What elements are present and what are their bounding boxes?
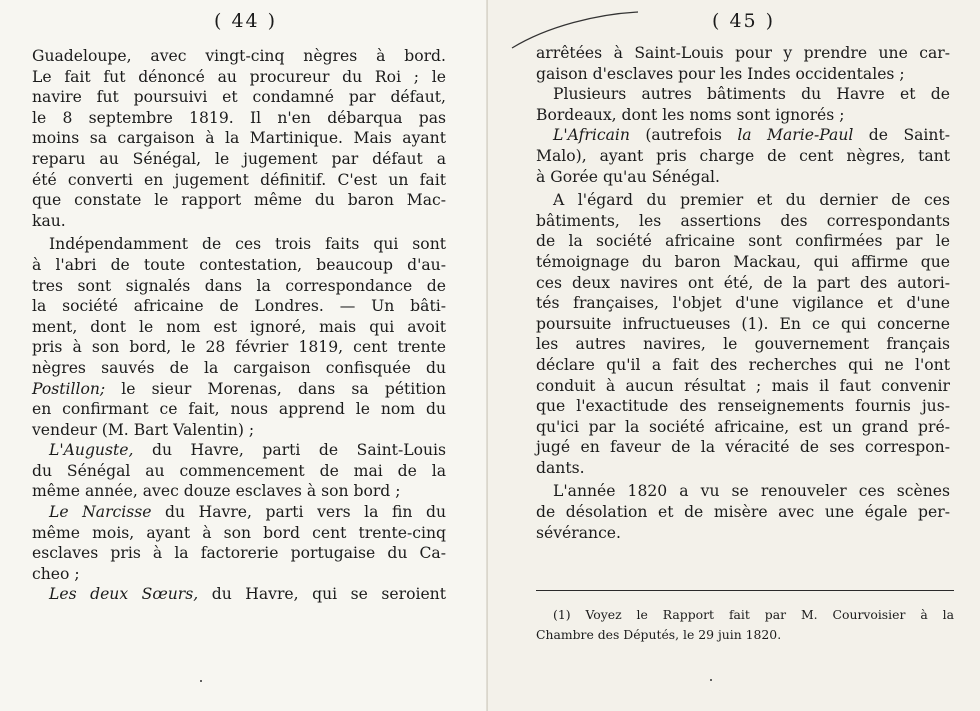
text-line: à l'abri de toute contestation, beaucoup d'au- — [32, 255, 446, 274]
text-line: Bordeaux, dont les noms sont ignorés ; — [536, 105, 845, 124]
footnote-line: Chambre des Députés, le 29 juin 1820. — [536, 627, 782, 642]
text-line: Le fait fut dénoncé au procureur du Roi ; le — [32, 67, 446, 86]
right-page — [488, 0, 980, 711]
text-line: A l'égard du premier et du dernier de ces — [553, 191, 950, 210]
text-line: L'Africain (autrefois la Marie-Paul de Saint- — [553, 126, 950, 145]
text-line: même mois, ayant à son bord cent trente-cinq — [32, 523, 446, 542]
footnote-rule — [536, 590, 954, 591]
left-page-number: ( 44 ) — [214, 10, 278, 32]
text-line: sévérance. — [536, 523, 621, 542]
text-line: Guadeloupe, avec vingt-cinq nègres à bord. — [32, 47, 446, 65]
text-line: reparu au Sénégal, le jugement par défaut a — [32, 149, 446, 168]
text-line: nègres sauvés de la cargaison confisquée du — [32, 358, 446, 377]
text-line: de la société africaine sont confirmées par le — [536, 232, 950, 251]
text-line: Postillon; le sieur Morenas, dans sa pétition — [32, 379, 446, 398]
text-line: déclare qu'il a fait des recherches qui ne l'ont — [536, 355, 950, 374]
text-line: en confirmant ce fait, nous apprend le nom du — [32, 400, 446, 419]
text-line: Indépendamment de ces trois faits qui sont — [49, 235, 446, 254]
text-line: ces deux navires ont été, de la part des autori- — [536, 273, 950, 292]
text-line: bâtiments, les assertions des correspondants — [536, 211, 950, 230]
text-line: que constate le rapport même du baron Mac- — [32, 191, 446, 210]
text-line: esclaves pris à la factorerie portugaise du Ca- — [32, 544, 446, 563]
footnote — [536, 605, 954, 645]
text-line: le 8 septembre 1819. Il n'en débarqua pas — [32, 108, 446, 127]
text-line: Malo), ayant pris charge de cent nègres, tant — [536, 146, 950, 165]
text-line: que l'exactitude des renseignements fournis jus- — [536, 397, 950, 416]
right-page-number: ( 45 ) — [712, 10, 776, 32]
text-line: kau. — [32, 211, 66, 230]
text-line: ment, dont le nom est ignoré, mais qui avoit — [32, 317, 446, 336]
text-line: poursuite infructueuses (1). En ce qui concerne — [536, 314, 950, 333]
text-line: navire fut poursuivi et condamné par défaut, — [32, 88, 446, 107]
text-line: tres sont signalés dans la correspondance de — [32, 276, 446, 295]
text-line: dants. — [536, 458, 585, 477]
text-line: L'Auguste, du Havre, parti de Saint-Louis — [49, 441, 446, 460]
text-line: même année, avec douze esclaves à son bord ; — [32, 482, 401, 501]
text-line: témoignage du baron Mackau, qui affirme que — [536, 252, 950, 271]
text-line: L'année 1820 a vu se renouveler ces scènes — [553, 482, 950, 501]
text-line: de désolation et de misère avec une égale per- — [536, 503, 950, 522]
text-line: à Gorée qu'au Sénégal. — [536, 167, 720, 186]
text-line: gaison d'esclaves pour les Indes occidentales ; — [536, 64, 905, 83]
footnote-line: (1) Voyez le Rapport fait par M. Courvoisier à la — [553, 607, 954, 622]
text-line: pris à son bord, le 28 février 1819, cent trente — [32, 338, 446, 357]
text-line: Le Narcisse du Havre, parti vers la fin du — [49, 503, 446, 522]
text-line: tés françaises, l'objet d'une vigilance et d'une — [536, 294, 950, 313]
text-line: jugé en faveur de la véracité de ses correspon- — [536, 438, 950, 457]
text-line: conduit à aucun résultat ; mais il faut convenir — [536, 376, 950, 395]
text-line: qu'ici par la société africaine, est un grand pré- — [536, 417, 950, 436]
text-line: Plusieurs autres bâtiments du Havre et de — [553, 85, 950, 104]
ink-speck — [200, 680, 202, 682]
text-line: Les deux Sœurs, du Havre, qui se seroient — [49, 585, 446, 604]
text-line: été converti en jugement définitif. C'est un fait — [32, 170, 446, 189]
text-line: la société africaine de Londres. — Un bâti- — [32, 297, 446, 316]
ink-speck — [710, 679, 712, 681]
left-page — [0, 0, 488, 711]
text-line: les autres navires, le gouvernement français — [536, 335, 950, 354]
right-text-block — [536, 43, 950, 543]
text-line: moins sa cargaison à la Martinique. Mais ayant — [32, 129, 446, 148]
text-line: arrêtées à Saint-Louis pour y prendre une car- — [536, 44, 950, 62]
text-line: cheo ; — [32, 564, 80, 583]
text-line: vendeur (M. Bart Valentin) ; — [32, 420, 255, 439]
left-text-block — [32, 46, 446, 605]
text-line: du Sénégal au commencement de mai de la — [32, 461, 446, 480]
